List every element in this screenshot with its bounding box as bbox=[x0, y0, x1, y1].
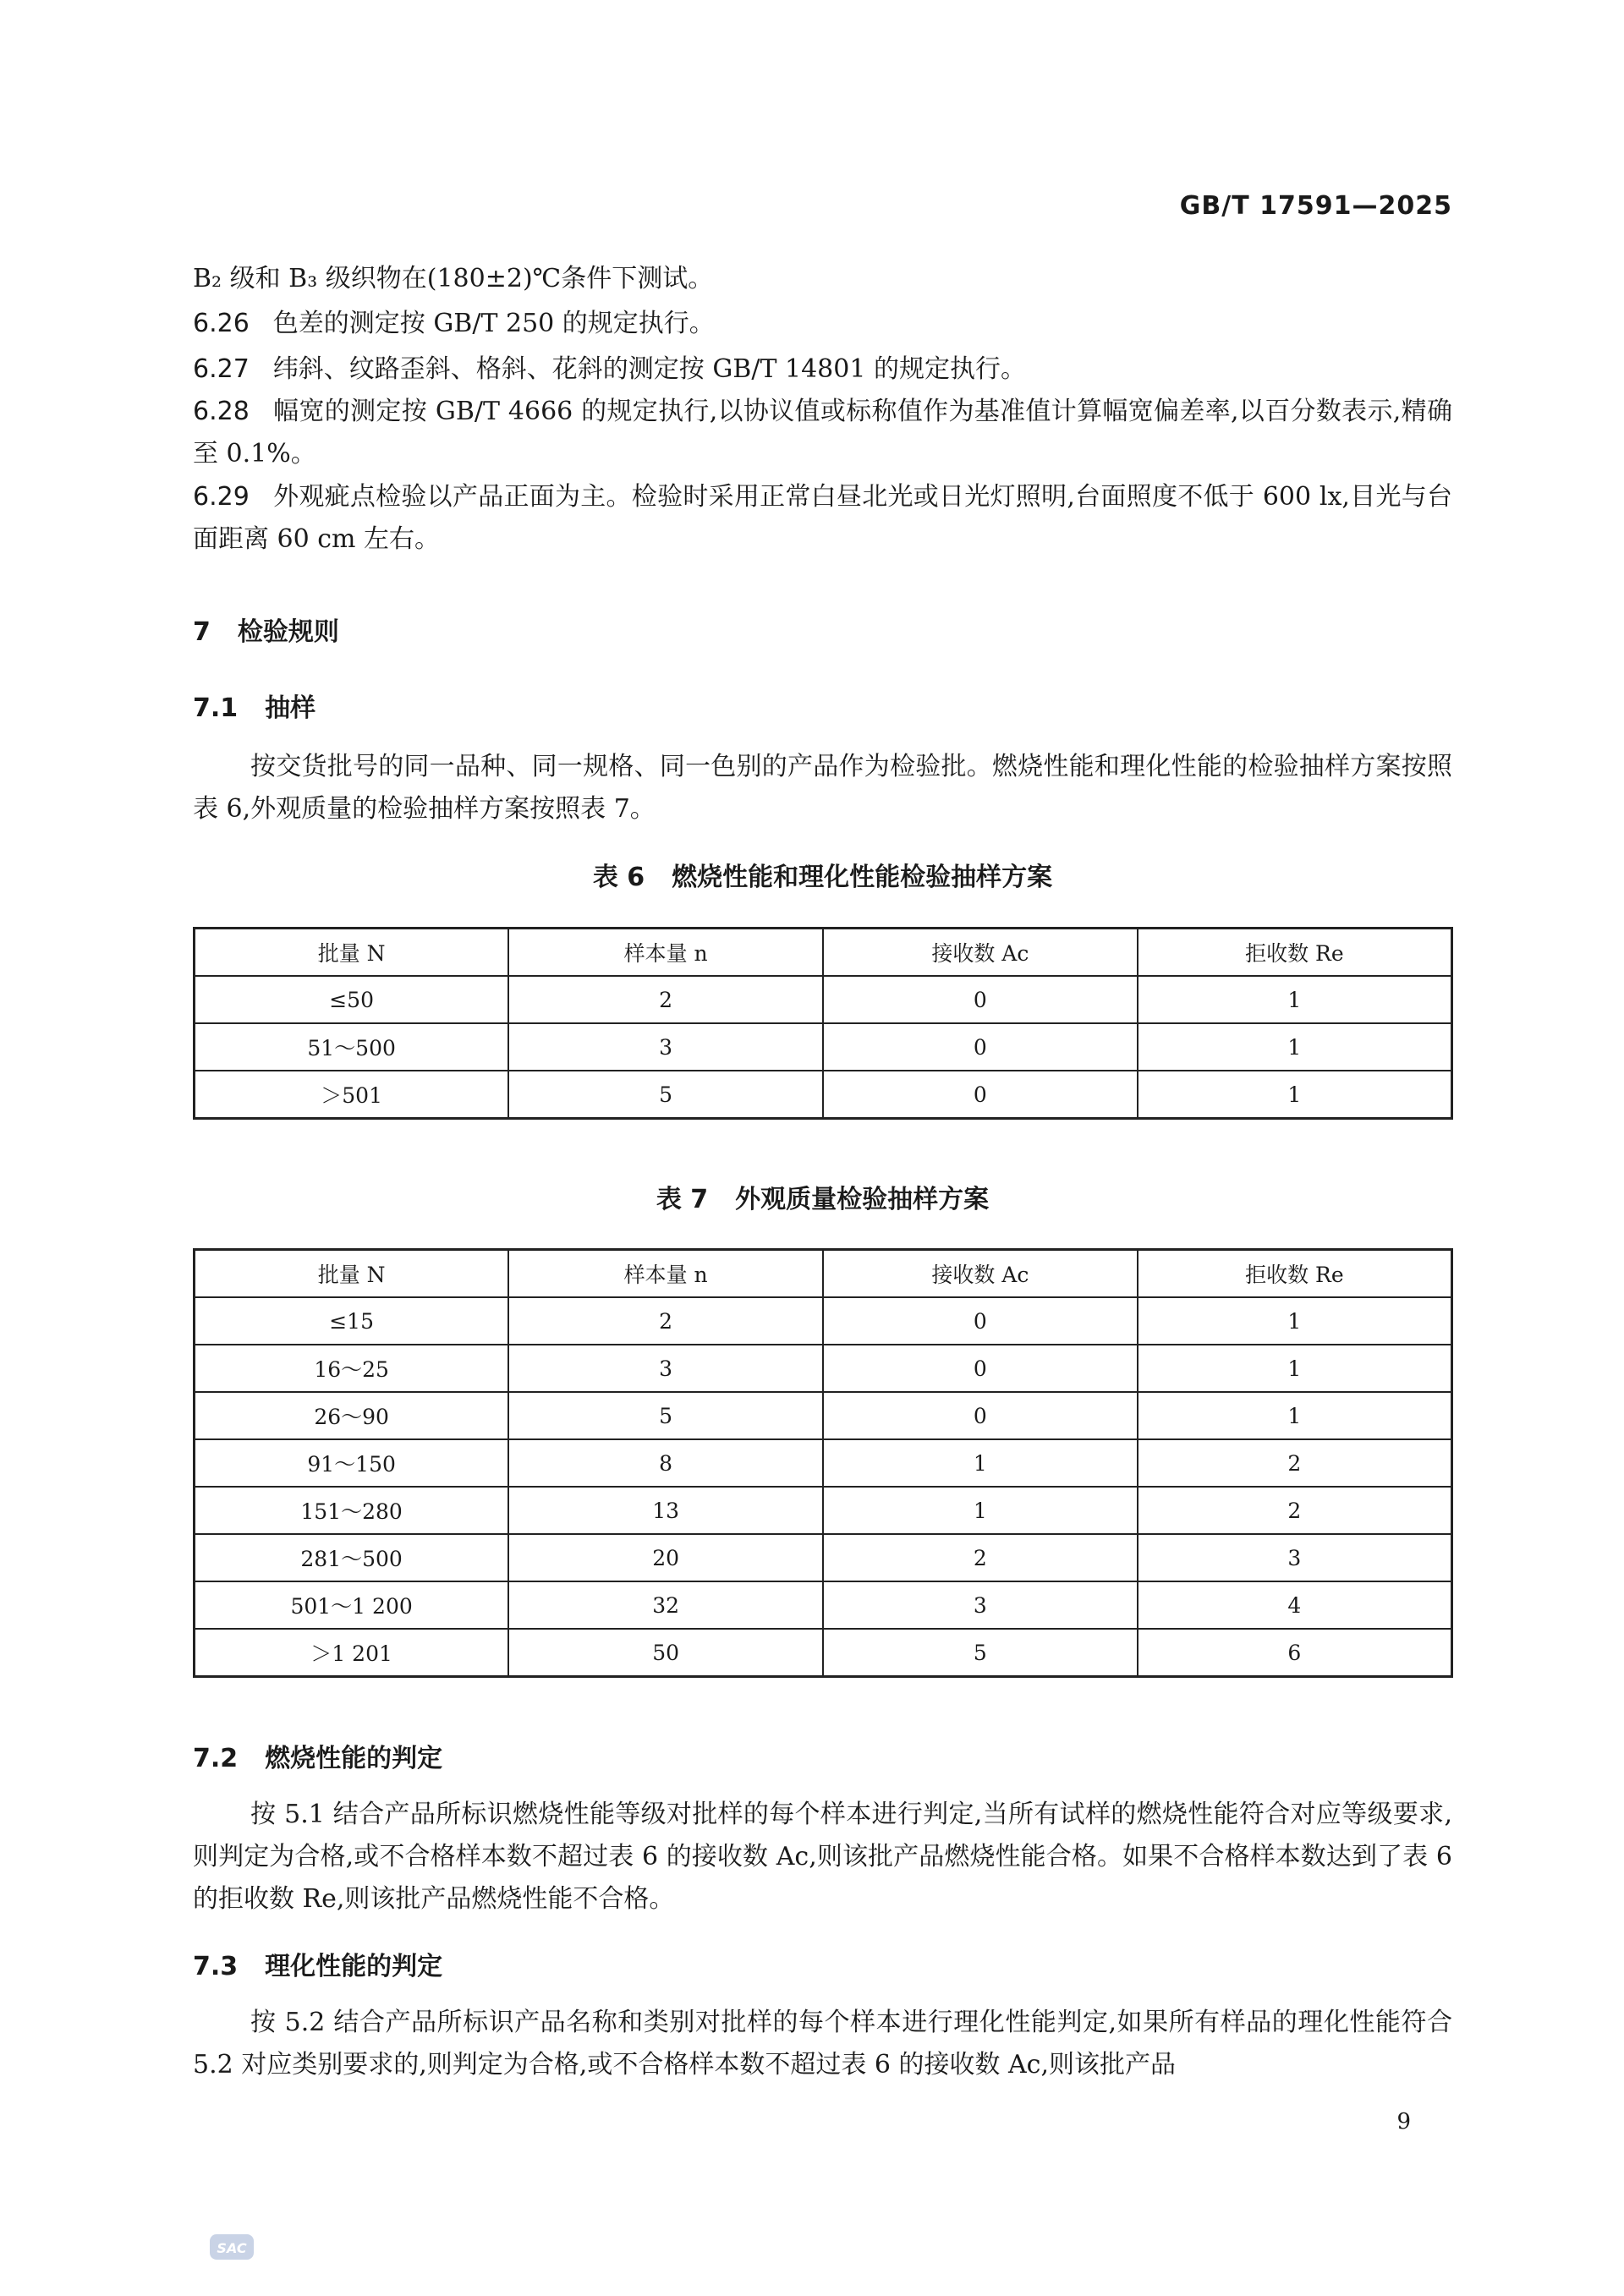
table-cell: 1 bbox=[823, 1487, 1138, 1534]
table-cell: 3 bbox=[823, 1581, 1138, 1629]
section-7-1-heading bbox=[193, 687, 315, 724]
table-row bbox=[195, 976, 1452, 1023]
table-cell: 4 bbox=[1138, 1581, 1452, 1629]
table-number: 表 6 bbox=[592, 863, 645, 892]
table-cell: 1 bbox=[823, 1439, 1138, 1487]
table-cell: 32 bbox=[508, 1581, 823, 1629]
table-row bbox=[195, 1023, 1452, 1071]
section-number: 7 bbox=[193, 617, 211, 647]
section-title: 理化性能的判定 bbox=[265, 1952, 443, 1981]
table-row bbox=[195, 1629, 1452, 1677]
table-header-row bbox=[195, 929, 1452, 977]
section-title: 检验规则 bbox=[237, 617, 339, 647]
table-cell: 0 bbox=[823, 976, 1138, 1023]
table-row bbox=[195, 1392, 1452, 1439]
table-cell: 16～25 bbox=[195, 1345, 509, 1392]
table-number: 表 7 bbox=[656, 1185, 709, 1214]
paragraph-text: B₂ 级和 B₃ 级织物在(180±2)℃条件下测试。 bbox=[193, 264, 714, 293]
clause-number: 6.28 bbox=[193, 397, 250, 426]
section-7-2-text: 按 5.1 结合产品所标识燃烧性能等级对批样的每个样本进行判定,当所有试样的燃烧性能符合对应等级要求,则判定为合格,或不合格样本数不超过表 6 的接收数 Ac,则该批产品燃烧性能合格。如果不合格样本数达到了表 6 的拒收数 Re,则该批产品燃烧性能不合格。 bbox=[193, 1800, 1452, 1914]
clause-text: 幅宽的测定按 GB/T 4666 的规定执行,以协议值或标称值作为基准值计算幅宽偏差率,以百分数表示,精确至 0.1%。 bbox=[193, 397, 1452, 469]
clause-text: 色差的测定按 GB/T 250 的规定执行。 bbox=[272, 309, 715, 338]
table-cell: 2 bbox=[1138, 1487, 1452, 1534]
paragraph-continuation bbox=[193, 258, 1452, 300]
header-cell: 批量 N bbox=[195, 1250, 509, 1298]
table-row bbox=[195, 1071, 1452, 1119]
table-7 bbox=[193, 1248, 1453, 1678]
header-cell: 拒收数 Re bbox=[1138, 1250, 1452, 1298]
section-7-1-text: 按交货批号的同一品种、同一规格、同一色别的产品作为检验批。燃烧性能和理化性能的检验抽样方案按照表 6,外观质量的检验抽样方案按照表 7。 bbox=[193, 752, 1452, 824]
table-cell: 2 bbox=[1138, 1439, 1452, 1487]
sac-logo-text: SAC bbox=[217, 2240, 247, 2256]
table-cell: ＞1 201 bbox=[195, 1629, 509, 1677]
sac-logo-icon bbox=[208, 2229, 255, 2265]
clause-number: 6.27 bbox=[193, 354, 250, 384]
header-cell: 样本量 n bbox=[508, 1250, 823, 1298]
table-row bbox=[195, 1534, 1452, 1581]
table-cell: 1 bbox=[1138, 1023, 1452, 1071]
section-title: 抽样 bbox=[265, 693, 316, 723]
table-header-row bbox=[195, 1250, 1452, 1298]
table-row bbox=[195, 1439, 1452, 1487]
table-caption: 外观质量检验抽样方案 bbox=[735, 1185, 990, 1214]
table-cell: 50 bbox=[508, 1629, 823, 1677]
table-cell: 2 bbox=[823, 1534, 1138, 1581]
header-cell: 接收数 Ac bbox=[823, 1250, 1138, 1298]
table-6 bbox=[193, 927, 1453, 1120]
table-cell: 1 bbox=[1138, 1392, 1452, 1439]
table-cell: 1 bbox=[1138, 1345, 1452, 1392]
section-7-3-text: 按 5.2 结合产品所标识产品名称和类别对批样的每个样本进行理化性能判定,如果所有样品的理化性能符合 5.2 对应类别要求的,则判定为合格,或不合格样本数不超过表 6 的接收数 Ac,则该批产品 bbox=[193, 2008, 1452, 2080]
clause-6-27 bbox=[193, 348, 1452, 391]
table-caption: 燃烧性能和理化性能检验抽样方案 bbox=[672, 863, 1053, 892]
table-cell: ＞501 bbox=[195, 1071, 509, 1119]
table-cell: 1 bbox=[1138, 976, 1452, 1023]
section-number: 7.3 bbox=[193, 1952, 239, 1981]
table-7-title bbox=[193, 1178, 1452, 1215]
table-cell: 1 bbox=[1138, 1071, 1452, 1119]
standard-number: GB/T 17591—2025 bbox=[1179, 191, 1452, 221]
clause-number: 6.29 bbox=[193, 482, 250, 512]
section-7-3-heading bbox=[193, 1945, 442, 1982]
table-cell: 0 bbox=[823, 1023, 1138, 1071]
table-cell: 1 bbox=[1138, 1297, 1452, 1345]
table-cell: 2 bbox=[508, 1297, 823, 1345]
clause-6-28 bbox=[193, 391, 1452, 475]
table-row bbox=[195, 1487, 1452, 1534]
table-cell: ≤50 bbox=[195, 976, 509, 1023]
section-number: 7.2 bbox=[193, 1744, 239, 1773]
header-cell: 批量 N bbox=[195, 929, 509, 977]
table-6-title bbox=[193, 856, 1452, 893]
table-cell: 91～150 bbox=[195, 1439, 509, 1487]
table-cell: 5 bbox=[508, 1392, 823, 1439]
table-row bbox=[195, 1581, 1452, 1629]
table-cell: 0 bbox=[823, 1071, 1138, 1119]
table-cell: 151～280 bbox=[195, 1487, 509, 1534]
page-number: 9 bbox=[1396, 2109, 1411, 2134]
table-cell: 281～500 bbox=[195, 1534, 509, 1581]
table-cell: 5 bbox=[823, 1629, 1138, 1677]
table-row bbox=[195, 1297, 1452, 1345]
table-cell: 20 bbox=[508, 1534, 823, 1581]
header-cell: 拒收数 Re bbox=[1138, 929, 1452, 977]
table-cell: 0 bbox=[823, 1345, 1138, 1392]
table-cell: 3 bbox=[508, 1345, 823, 1392]
table-cell: 0 bbox=[823, 1392, 1138, 1439]
table-cell: 5 bbox=[508, 1071, 823, 1119]
table-cell: 3 bbox=[508, 1023, 823, 1071]
table-cell: 6 bbox=[1138, 1629, 1452, 1677]
table-cell: 3 bbox=[1138, 1534, 1452, 1581]
table-cell: 0 bbox=[823, 1297, 1138, 1345]
clause-6-26 bbox=[193, 303, 1452, 345]
section-7-2-heading bbox=[193, 1737, 442, 1774]
table-cell: 51～500 bbox=[195, 1023, 509, 1071]
table-cell: 26～90 bbox=[195, 1392, 509, 1439]
clause-text: 纬斜、纹路歪斜、格斜、花斜的测定按 GB/T 14801 的规定执行。 bbox=[272, 354, 1026, 384]
clause-6-29 bbox=[193, 476, 1452, 561]
table-cell: 2 bbox=[508, 976, 823, 1023]
table-cell: ≤15 bbox=[195, 1297, 509, 1345]
table-cell: 13 bbox=[508, 1487, 823, 1534]
table-cell: 8 bbox=[508, 1439, 823, 1487]
section-title: 燃烧性能的判定 bbox=[265, 1744, 443, 1773]
header-cell: 样本量 n bbox=[508, 929, 823, 977]
section-7-heading bbox=[193, 611, 339, 648]
header-cell: 接收数 Ac bbox=[823, 929, 1138, 977]
clause-number: 6.26 bbox=[193, 309, 250, 338]
section-number: 7.1 bbox=[193, 693, 239, 723]
table-row bbox=[195, 1345, 1452, 1392]
clause-text: 外观疵点检验以产品正面为主。检验时采用正常白昼北光或日光灯照明,台面照度不低于 600 lx,目光与台面距离 60 cm 左右。 bbox=[193, 482, 1452, 554]
table-cell: 501～1 200 bbox=[195, 1581, 509, 1629]
